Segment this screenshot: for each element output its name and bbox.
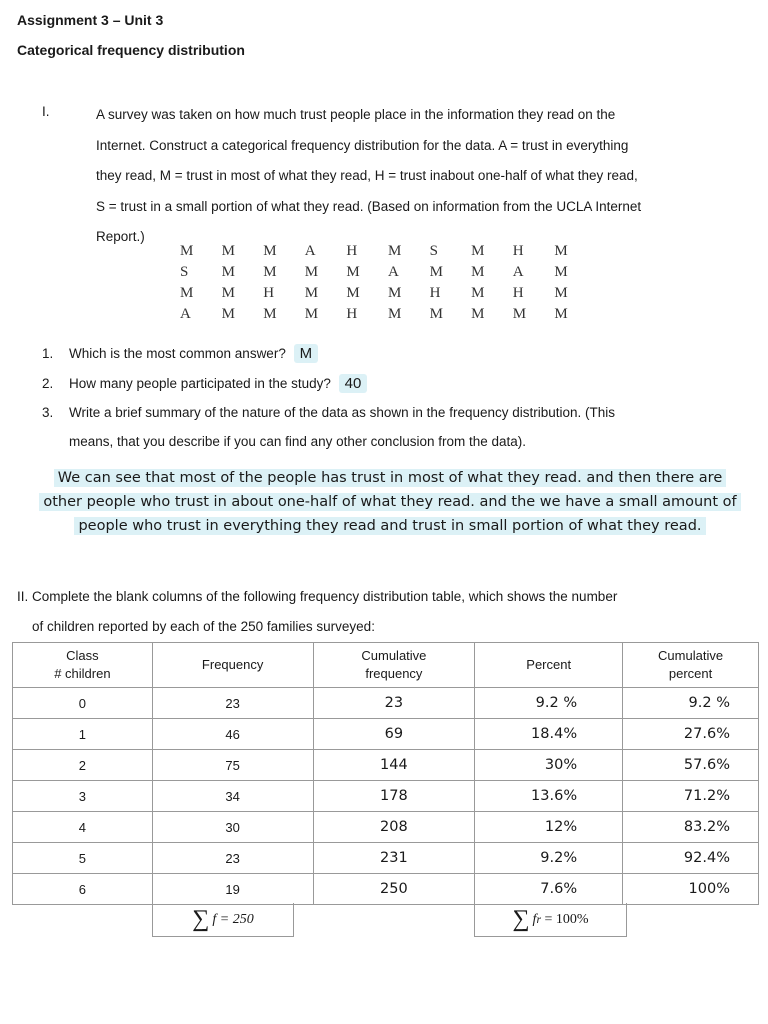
question-number: 2.	[42, 376, 54, 391]
sum-percent-symbol: f	[532, 911, 537, 927]
class-cell: 5	[13, 843, 153, 874]
survey-response: M	[387, 243, 402, 259]
question-2	[42, 374, 367, 393]
sum-percent-subscript: r	[536, 913, 541, 926]
percent-cell: 7.6%	[475, 874, 623, 905]
survey-response: M	[554, 243, 568, 259]
class-cell: 6	[13, 874, 153, 905]
survey-data-row	[180, 241, 596, 262]
survey-response: M	[429, 306, 443, 322]
survey-response: A	[180, 306, 191, 322]
survey-response: M	[554, 306, 568, 322]
summary-text: We can see that most of the people has trust in most of what they read. and then there are other people who trust in about one-half of what they read. and the we have a small amount of people who trust in everything they read and trust in small portion of what they read.	[39, 469, 740, 535]
survey-response: M	[304, 264, 319, 280]
question-3-continued: means, that you describe if you can find any other conclusion from the data).	[69, 434, 527, 449]
column-header	[152, 643, 313, 688]
survey-data-row	[180, 262, 596, 283]
percent-cell: 18.4%	[475, 719, 623, 750]
survey-response: M	[304, 306, 319, 322]
cumulative-frequency-cell: 250	[313, 874, 475, 905]
cumulative-percent-cell: 100%	[623, 874, 759, 905]
survey-response: H	[346, 243, 358, 259]
table-row	[13, 719, 759, 750]
survey-response: M	[221, 285, 235, 301]
sum-percent-value: = 100%	[544, 911, 589, 927]
survey-response: M	[221, 306, 235, 322]
sum-percent-box	[474, 903, 627, 937]
frequency-cell: 30	[152, 812, 313, 843]
survey-response: M	[180, 243, 194, 259]
frequency-cell: 23	[152, 843, 313, 874]
survey-response: M	[387, 306, 402, 322]
class-cell: 3	[13, 781, 153, 812]
frequency-cell: 23	[152, 688, 313, 719]
survey-response: A	[387, 264, 399, 280]
cumulative-frequency-cell: 144	[313, 750, 475, 781]
survey-response: M	[471, 306, 485, 322]
column-header-line: Percent	[526, 657, 572, 672]
table-row	[13, 843, 759, 874]
survey-response: M	[471, 264, 485, 280]
sigma-symbol: ∑	[512, 906, 530, 932]
survey-response: H	[512, 285, 524, 301]
table-row	[13, 750, 759, 781]
survey-response: S	[429, 243, 438, 259]
column-header-line: percent	[668, 666, 713, 681]
class-cell: 0	[13, 688, 153, 719]
cumulative-percent-cell: 83.2%	[623, 812, 759, 843]
sum-frequency-box	[152, 903, 294, 937]
table-row	[13, 812, 759, 843]
survey-response: A	[512, 264, 524, 280]
survey-response: M	[263, 243, 277, 259]
answer-highlight: 40	[339, 374, 368, 393]
column-header-line: Cumulative	[361, 648, 427, 663]
survey-data-row	[180, 283, 596, 304]
prompt-line: S = trust in a small portion of what they read. (Based on information from the UCLA Internet	[96, 198, 642, 214]
survey-response: M	[429, 264, 443, 280]
cumulative-percent-cell: 71.2%	[623, 781, 759, 812]
survey-response: H	[429, 285, 441, 301]
percent-cell: 9.2%	[475, 843, 623, 874]
survey-response: H	[263, 285, 275, 301]
answer-highlight: M	[294, 344, 319, 363]
question-number: 3.	[42, 405, 54, 420]
question-text: Write a brief summary of the nature of the data as shown in the frequency distribution. (This	[69, 405, 616, 420]
frequency-cell: 19	[152, 874, 313, 905]
survey-response: H	[512, 243, 524, 259]
survey-response: A	[304, 243, 316, 259]
question-3	[42, 405, 615, 420]
table-row	[13, 688, 759, 719]
survey-response: M	[180, 285, 194, 301]
frequency-cell: 34	[152, 781, 313, 812]
summary-answer	[36, 466, 744, 538]
class-cell: 1	[13, 719, 153, 750]
cumulative-percent-cell: 92.4%	[623, 843, 759, 874]
sum-frequency-text: f = 250	[212, 911, 254, 927]
frequency-cell: 46	[152, 719, 313, 750]
survey-response: H	[346, 306, 358, 322]
cumulative-frequency-cell: 208	[313, 812, 475, 843]
page-subtitle: Categorical frequency distribution	[17, 42, 245, 58]
percent-cell: 9.2 %	[475, 688, 623, 719]
survey-response: M	[263, 264, 277, 280]
survey-response: M	[346, 264, 360, 280]
cumulative-percent-cell: 57.6%	[623, 750, 759, 781]
survey-response: M	[554, 285, 568, 301]
column-header	[475, 643, 623, 688]
column-header-line: Frequency	[201, 657, 264, 672]
survey-response: M	[304, 285, 319, 301]
table-header-row	[13, 643, 759, 688]
prompt-line: Internet. Construct a categorical frequency distribution for the data. A = trust in everything	[96, 137, 629, 153]
cumulative-percent-cell: 27.6%	[623, 719, 759, 750]
prompt-line: A survey was taken on how much trust people place in the information they read on the	[96, 107, 616, 122]
column-header-line: Class	[66, 648, 99, 663]
prompt-line: they read, M = trust in most of what they read, H = trust inabout one-half of what they read,	[96, 168, 638, 183]
survey-response: M	[471, 285, 485, 301]
question-1	[42, 344, 318, 363]
percent-cell: 12%	[475, 812, 623, 843]
survey-response: M	[221, 243, 235, 259]
column-header	[623, 643, 759, 688]
percent-cell: 13.6%	[475, 781, 623, 812]
section-2-prompt	[17, 582, 757, 642]
prompt-line: Report.)	[96, 229, 145, 244]
column-header	[313, 643, 475, 688]
class-cell: 2	[13, 750, 153, 781]
sigma-symbol: ∑	[192, 906, 210, 932]
section-2-line: II. Complete the blank columns of the following frequency distribution table, which shows the number	[17, 589, 618, 604]
percent-cell: 30%	[475, 750, 623, 781]
page-title: Assignment 3 – Unit 3	[17, 12, 164, 28]
frequency-cell: 75	[152, 750, 313, 781]
survey-response: M	[554, 264, 568, 280]
survey-response: S	[180, 264, 189, 280]
question-number: 1.	[42, 346, 54, 361]
cumulative-frequency-cell: 231	[313, 843, 475, 874]
cumulative-frequency-cell: 178	[313, 781, 475, 812]
section-1-prompt	[96, 100, 756, 253]
question-text: How many people participated in the study?	[69, 376, 331, 391]
column-header-line: # children	[54, 666, 111, 681]
table-row	[13, 781, 759, 812]
survey-response: M	[263, 306, 277, 322]
table-row	[13, 874, 759, 905]
survey-response: M	[387, 285, 402, 301]
survey-response: M	[221, 264, 235, 280]
class-cell: 4	[13, 812, 153, 843]
column-header-line: Cumulative	[658, 648, 724, 663]
survey-data-grid	[180, 241, 596, 325]
survey-response: M	[471, 243, 485, 259]
frequency-table	[12, 642, 759, 905]
survey-response: M	[346, 285, 360, 301]
survey-data-row	[180, 304, 596, 325]
column-header	[13, 643, 153, 688]
section-1-number: I.	[42, 104, 50, 119]
survey-response: M	[512, 306, 527, 322]
column-header-line: frequency	[365, 666, 423, 681]
cumulative-frequency-cell: 69	[313, 719, 475, 750]
question-text: Which is the most common answer?	[69, 346, 286, 361]
cumulative-percent-cell: 9.2 %	[623, 688, 759, 719]
section-2-line: of children reported by each of the 250 families surveyed:	[32, 619, 375, 634]
cumulative-frequency-cell: 23	[313, 688, 475, 719]
